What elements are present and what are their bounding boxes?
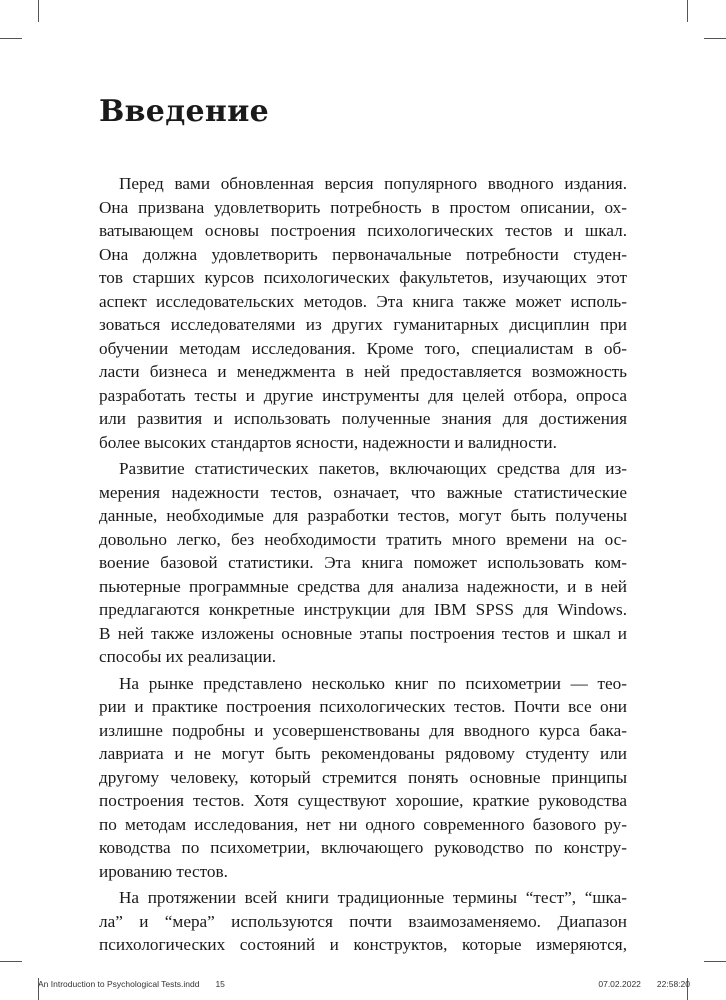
footer-timestamp [598,979,690,989]
crop-mark [38,0,39,22]
text-line: Она призвана удовлетворить потребность в простом описании, ох- [99,197,627,217]
paragraph [99,886,627,957]
text-line: лавриата и не могут быть рекомендованы рядовому студенту или [99,744,627,763]
text-line: ватывающем основы построения психологических тестов и шкал. [99,221,627,240]
text-line: построения тестов. Хотя существуют хорошие, краткие руководства [99,791,627,810]
page-title: Введение [99,94,270,129]
text-line: аспект исследовательских методов. Эта книга также может исполь- [99,291,627,311]
text-line: данные, необходимые для разработки тестов, могут быть получены [99,506,627,525]
text-line: рии и практике построения психологических тестов. Почти все они [99,697,627,716]
text-line: способы их реализации. [99,647,277,666]
text-line: предлагаются конкретные инструкции для IBM SPSS для Windows. [99,600,627,619]
paragraph [99,457,627,669]
text-line: ированию тестов. [99,861,228,881]
body-text [99,172,627,960]
text-line: обучении методам исследования. Кроме того, специалистам в об- [99,338,627,358]
text-line: зоваться исследователями из других гуманитарных дисциплин при [99,315,627,334]
text-line: более высоких стандартов ясности, надежности и валидности. [99,432,557,452]
text-line: воение базовой статистики. Эта книга поможет использовать ком- [99,553,627,572]
text-line: На протяжении всей книги традиционные термины “тест”, “шка- [119,888,627,907]
text-line: В ней также изложены основные этапы построения тестов и шкал и [99,623,627,643]
crop-mark [704,38,726,39]
footer-page-number: 15 [215,979,225,989]
text-line: тов старших курсов психологических факультетов, изучающих этот [99,268,627,287]
text-line: психологических состояний и конструктов, которые измеряются, [99,935,627,954]
crop-mark [704,961,726,962]
footer-file-info [38,979,225,989]
footer-date: 07.02.2022 [598,979,641,989]
text-line: другому человеку, который стремится понять основные принципы [99,767,627,787]
text-line: Она должна удовлетворить первоначальные потребности студен- [99,244,627,264]
text-line: ководства по психометрии, включающего руководство по констру- [99,838,627,857]
text-line: разработать тесты и другие инструменты для целей отбора, опроса [99,385,627,405]
text-line: по методам исследования, нет ни одного современного базового ру- [99,814,627,834]
text-line: Развитие статистических пакетов, включающих средства для из- [119,459,627,478]
crop-mark [0,38,22,39]
text-line: или развития и использовать полученные знания для достижения [99,409,627,428]
paragraph [99,672,627,884]
footer-file-name: An Introduction to Psychological Tests.indd [38,979,200,989]
text-line: довольно легко, без необходимости тратить много времени на ос- [99,529,627,549]
crop-mark [0,961,22,962]
paragraph [99,172,627,454]
text-line: Перед вами обновленная версия популярного вводного издания. [119,174,627,193]
text-line: излишне подробны и усовершенствованы для вводного курса бака- [99,720,627,740]
text-line: пьютерные программные средства для анализа надежности, и в ней [99,576,627,596]
text-line: ла” и “мера” используются почти взаимозаменяемо. Диапазон [99,911,627,931]
footer-time: 22:58:20 [656,979,690,989]
text-line: мерения надежности тестов, означает, что важные статистические [99,482,627,502]
crop-mark [687,0,688,22]
text-line: На рынке представлено несколько книг по психометрии — тео- [119,673,627,693]
text-line: ласти бизнеса и менеджмента в ней предоставляется возможность [99,362,627,381]
